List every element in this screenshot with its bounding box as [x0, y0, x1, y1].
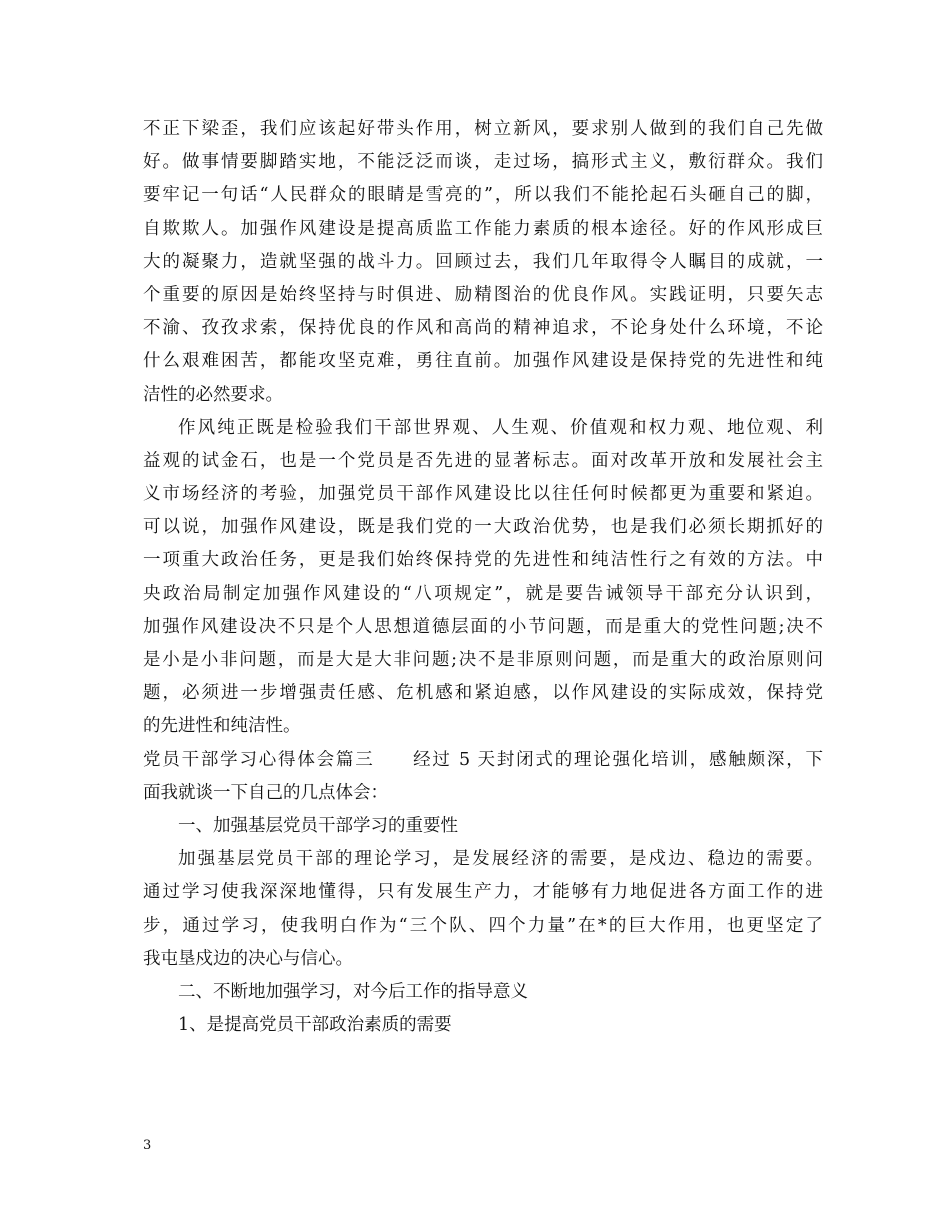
text-line: 二、不断地加强学习，对今后工作的指导意义: [178, 981, 528, 1002]
text-line: 党员干部学习心得体会篇三 经过 5 天封闭式的理论强化培训，感触颇深，下: [143, 749, 823, 770]
text-line: 益观的试金石，也是一个党员是否先进的显著标志。面对改革开放和发展社会主: [143, 450, 823, 471]
text-line: 步，通过学习，使我明白作为“三个队、四个力量”在*的巨大作用，也更坚定了: [143, 915, 823, 936]
text-line: 自欺欺人。加强作风建设是提高质监工作能力素质的根本途径。好的作风形成巨: [143, 218, 823, 239]
text-line: 加强作风建设决不只是个人思想道德层面的小节问题，而是重大的党性问题;决不: [143, 616, 823, 637]
text-line: 我屯垦戍边的决心与信心。: [143, 948, 353, 969]
page-number: 3: [143, 1138, 152, 1153]
text-line: 个重要的原因是始终坚持与时俱进、励精图治的优良作风。实践证明，只要矢志: [143, 284, 823, 305]
text-line: 央政治局制定加强作风建设的“八项规定”，就是要告诫领导干部充分认识到，: [143, 583, 823, 604]
text-line: 大的凝聚力，造就坚强的战斗力。回顾过去，我们几年取得令人瞩目的成就，一: [143, 251, 823, 272]
text-line: 可以说，加强作风建设，既是我们党的一大政治优势，也是我们必须长期抓好的: [143, 517, 823, 538]
body-text: [143, 113, 823, 1042]
text-line: 好。做事情要脚踏实地，不能泛泛而谈，走过场，搞形式主义，敷衍群众。我们: [143, 152, 823, 173]
text-line: 不正下梁歪，我们应该起好带头作用，树立新风，要求别人做到的我们自己先做: [143, 119, 823, 139]
text-line: 加强基层党员干部的理论学习，是发展经济的需要，是戍边、稳边的需要。: [178, 849, 823, 870]
text-line: 洁性的必然要求。: [143, 384, 283, 405]
text-line: 要牢记一句话“人民群众的眼睛是雪亮的”，所以我们不能抡起石头砸自己的脚，: [143, 185, 823, 206]
text-line: 通过学习使我深深地懂得，只有发展生产力，才能够有力地促进各方面工作的进: [143, 882, 823, 903]
text-line: 1、是提高党员干部政治素质的需要: [178, 1015, 452, 1036]
text-line: 的先进性和纯洁性。: [143, 716, 301, 737]
text-line: 面我就谈一下自己的几点体会：: [143, 782, 388, 803]
text-line: 不渝、孜孜求索，保持优良的作风和高尚的精神追求，不论身处什么环境，不论: [143, 318, 823, 339]
text-line: 一、加强基层党员干部学习的重要性: [178, 815, 458, 836]
text-line: 一项重大政治任务，更是我们始终保持党的先进性和纯洁性行之有效的方法。中: [143, 550, 823, 571]
text-line: 题，必须进一步增强责任感、危机感和紧迫感，以作风建设的实际成效，保持党: [143, 683, 823, 704]
text-line: 作风纯正既是检验我们干部世界观、人生观、价值观和权力观、地位观、利: [178, 417, 823, 438]
text-line: 义市场经济的考验，加强党员干部作风建设比以往任何时候都更为重要和紧迫。: [143, 484, 823, 505]
text-line: 是小是小非问题，而是大是大非问题;决不是非原则问题，而是重大的政治原则问: [143, 650, 823, 670]
text-line: 什么艰难困苦，都能攻坚克难，勇往直前。加强作风建设是保持党的先进性和纯: [143, 351, 823, 372]
